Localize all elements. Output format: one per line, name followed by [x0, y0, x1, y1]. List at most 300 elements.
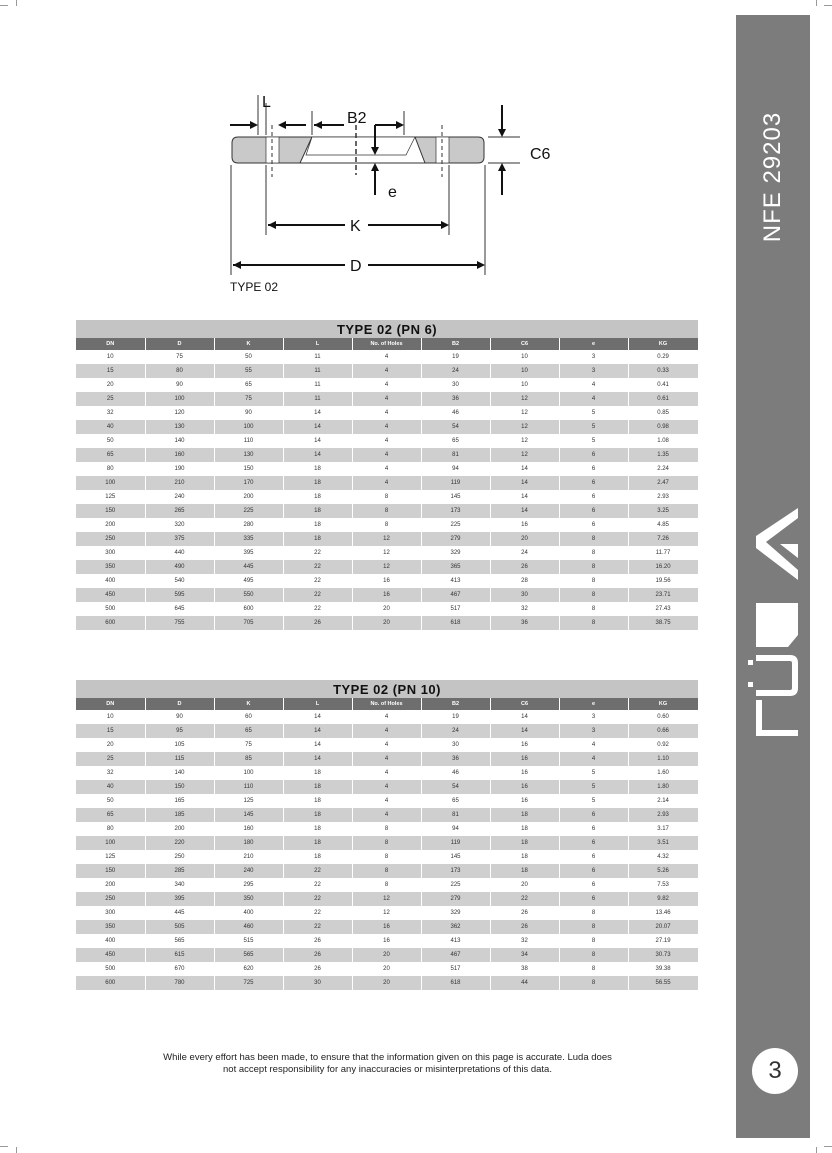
- table-cell: 20: [352, 616, 421, 630]
- table-cell: 12: [490, 420, 559, 434]
- table-cell: 279: [421, 892, 490, 906]
- table-cell: 400: [76, 934, 145, 948]
- table-row: [76, 780, 698, 794]
- table-cell: 5: [559, 406, 628, 420]
- table-cell: 8: [559, 588, 628, 602]
- table-cell: 15: [76, 364, 145, 378]
- table-cell: 100: [145, 392, 214, 406]
- table-cell: 22: [283, 892, 352, 906]
- table-cell: 22: [283, 560, 352, 574]
- crop-mark: [824, 1146, 832, 1147]
- table-cell: 173: [421, 504, 490, 518]
- table-cell: 365: [421, 560, 490, 574]
- table-row: [76, 532, 698, 546]
- table-cell: 450: [76, 588, 145, 602]
- table-cell: 12: [352, 532, 421, 546]
- table-cell: 145: [421, 490, 490, 504]
- table-cell: 15: [76, 724, 145, 738]
- table-cell: 9.82: [628, 892, 698, 906]
- table-cell: 50: [76, 794, 145, 808]
- table-cell: 618: [421, 616, 490, 630]
- table-cell: 450: [76, 948, 145, 962]
- table-cell: 4: [352, 420, 421, 434]
- svg-text:TYPE 02: TYPE 02: [230, 280, 279, 294]
- table-cell: 565: [214, 948, 283, 962]
- table-cell: 22: [283, 920, 352, 934]
- table-row: [76, 602, 698, 616]
- table-cell: 6: [559, 518, 628, 532]
- table-cell: 445: [145, 906, 214, 920]
- table-cell: 3: [559, 350, 628, 364]
- table-cell: 645: [145, 602, 214, 616]
- table-cell: 500: [76, 962, 145, 976]
- table-cell: 4: [559, 738, 628, 752]
- table-cell: 100: [214, 420, 283, 434]
- table-cell: 14: [490, 504, 559, 518]
- table-cell: 32: [490, 934, 559, 948]
- table-cell: 10: [490, 378, 559, 392]
- table-cell: 110: [214, 780, 283, 794]
- table-cell: 200: [76, 518, 145, 532]
- table-row: [76, 476, 698, 490]
- table-cell: 20: [352, 962, 421, 976]
- table-cell: 8: [352, 822, 421, 836]
- table-cell: 16: [352, 574, 421, 588]
- column-header: DN: [76, 338, 145, 350]
- table-cell: 12: [352, 560, 421, 574]
- table-cell: 362: [421, 920, 490, 934]
- table-row: [76, 878, 698, 892]
- table-cell: 75: [214, 738, 283, 752]
- table-cell: 0.60: [628, 710, 698, 724]
- table-cell: 24: [490, 546, 559, 560]
- table-row: [76, 490, 698, 504]
- column-header: D: [145, 338, 214, 350]
- svg-text:B2: B2: [347, 110, 367, 127]
- table-cell: 8: [559, 532, 628, 546]
- table-cell: 65: [214, 378, 283, 392]
- table-cell: 18: [490, 822, 559, 836]
- table-cell: 4: [352, 462, 421, 476]
- table-cell: 280: [214, 518, 283, 532]
- table-cell: 705: [214, 616, 283, 630]
- column-header: L: [283, 338, 352, 350]
- table-cell: 26: [283, 948, 352, 962]
- table-cell: 8: [352, 518, 421, 532]
- table-cell: 6: [559, 836, 628, 850]
- table-cell: 6: [559, 878, 628, 892]
- table-cell: 18: [283, 780, 352, 794]
- table-row: [76, 976, 698, 990]
- table-cell: 8: [559, 962, 628, 976]
- column-header: B2: [421, 698, 490, 710]
- table-cell: 500: [76, 602, 145, 616]
- table-cell: 160: [214, 822, 283, 836]
- table-cell: 12: [352, 906, 421, 920]
- table-row: [76, 710, 698, 724]
- table-cell: 150: [76, 864, 145, 878]
- table-cell: 4: [352, 794, 421, 808]
- table-cell: 75: [214, 392, 283, 406]
- table-cell: 4: [352, 710, 421, 724]
- table-row: [76, 794, 698, 808]
- table-cell: 130: [145, 420, 214, 434]
- table-cell: 20: [76, 738, 145, 752]
- table-cell: 16: [490, 794, 559, 808]
- table-cell: 5: [559, 780, 628, 794]
- table-cell: 400: [76, 574, 145, 588]
- table-row: [76, 350, 698, 364]
- table-cell: 150: [76, 504, 145, 518]
- table-cell: 19: [421, 350, 490, 364]
- table-row: [76, 850, 698, 864]
- table-cell: 6: [559, 462, 628, 476]
- table-cell: 119: [421, 836, 490, 850]
- table-row: [76, 920, 698, 934]
- luda-logo: [748, 500, 800, 775]
- table-row: [76, 934, 698, 948]
- column-header: C6: [490, 338, 559, 350]
- table-cell: 400: [214, 906, 283, 920]
- table-cell: 413: [421, 574, 490, 588]
- table-cell: 0.41: [628, 378, 698, 392]
- table-cell: 24: [421, 724, 490, 738]
- table-cell: 185: [145, 808, 214, 822]
- table-cell: 14: [283, 420, 352, 434]
- table-cell: 620: [214, 962, 283, 976]
- table-cell: 140: [145, 766, 214, 780]
- table-cell: 60: [214, 710, 283, 724]
- table-cell: 240: [214, 864, 283, 878]
- table-cell: 1.10: [628, 752, 698, 766]
- table-row: [76, 392, 698, 406]
- table-cell: 44: [490, 976, 559, 990]
- table-cell: 14: [490, 710, 559, 724]
- table-title: TYPE 02 (PN 6): [76, 320, 698, 338]
- table-cell: 515: [214, 934, 283, 948]
- table-cell: 145: [214, 808, 283, 822]
- table-cell: 440: [145, 546, 214, 560]
- table-cell: 22: [283, 602, 352, 616]
- table-cell: 335: [214, 532, 283, 546]
- table-cell: 350: [76, 560, 145, 574]
- table-cell: 125: [76, 850, 145, 864]
- table-cell: 2.93: [628, 808, 698, 822]
- table-cell: 3: [559, 710, 628, 724]
- crop-mark: [0, 5, 8, 6]
- table-row: [76, 434, 698, 448]
- table-cell: 20: [490, 532, 559, 546]
- table-cell: 18: [490, 850, 559, 864]
- table-cell: 8: [559, 906, 628, 920]
- table-cell: 32: [76, 766, 145, 780]
- table-cell: 8: [559, 602, 628, 616]
- table-cell: 4: [559, 392, 628, 406]
- table-cell: 18: [490, 808, 559, 822]
- table-cell: 150: [145, 780, 214, 794]
- table-cell: 6: [559, 490, 628, 504]
- table-row: [76, 752, 698, 766]
- table-row: [76, 420, 698, 434]
- table-cell: 517: [421, 962, 490, 976]
- table-cell: 18: [283, 476, 352, 490]
- table-cell: 16: [490, 780, 559, 794]
- table-cell: 14: [490, 490, 559, 504]
- table-cell: 8: [559, 934, 628, 948]
- table-cell: 18: [490, 836, 559, 850]
- table-cell: 329: [421, 906, 490, 920]
- table-title: TYPE 02 (PN 10): [76, 680, 698, 698]
- table-cell: 14: [490, 476, 559, 490]
- table-cell: 3: [559, 364, 628, 378]
- table-cell: 18: [283, 766, 352, 780]
- table-cell: 265: [145, 504, 214, 518]
- table-cell: 3: [559, 724, 628, 738]
- table-cell: 94: [421, 822, 490, 836]
- table-cell: 490: [145, 560, 214, 574]
- table-cell: 24: [421, 364, 490, 378]
- table-cell: 90: [145, 710, 214, 724]
- table-row: [76, 560, 698, 574]
- table-cell: 16: [490, 738, 559, 752]
- table-cell: 160: [145, 448, 214, 462]
- column-header: K: [214, 698, 283, 710]
- table-cell: 250: [145, 850, 214, 864]
- table-cell: 18: [283, 794, 352, 808]
- table-cell: 18: [283, 822, 352, 836]
- crop-mark: [16, 1147, 17, 1153]
- svg-text:L: L: [262, 94, 271, 111]
- column-header: KG: [628, 338, 698, 350]
- crop-mark: [0, 1146, 8, 1147]
- table-cell: 20: [352, 948, 421, 962]
- table-cell: 0.33: [628, 364, 698, 378]
- table-cell: 10: [76, 710, 145, 724]
- table-cell: 4: [352, 434, 421, 448]
- table-cell: 0.98: [628, 420, 698, 434]
- table-cell: 12: [352, 892, 421, 906]
- table-row: [76, 892, 698, 906]
- table-cell: 25: [76, 392, 145, 406]
- table-cell: 36: [490, 616, 559, 630]
- table-cell: 56.55: [628, 976, 698, 990]
- table-row: [76, 462, 698, 476]
- column-header: No. of Holes: [352, 338, 421, 350]
- table-cell: 2.47: [628, 476, 698, 490]
- table-cell: 16: [352, 920, 421, 934]
- table-cell: 4: [352, 752, 421, 766]
- table-cell: 200: [76, 878, 145, 892]
- table-cell: 14: [283, 434, 352, 448]
- table-cell: 54: [421, 420, 490, 434]
- table-cell: 340: [145, 878, 214, 892]
- table-cell: 320: [145, 518, 214, 532]
- table-cell: 30: [421, 378, 490, 392]
- table-cell: 329: [421, 546, 490, 560]
- table-cell: 170: [214, 476, 283, 490]
- table-cell: 1.35: [628, 448, 698, 462]
- table-cell: 65: [421, 794, 490, 808]
- table-cell: 413: [421, 934, 490, 948]
- table-cell: 0.61: [628, 392, 698, 406]
- table-row: [76, 724, 698, 738]
- table-cell: 8: [352, 864, 421, 878]
- table-cell: 20: [352, 976, 421, 990]
- table-cell: 8: [559, 560, 628, 574]
- table-row: [76, 822, 698, 836]
- table-cell: 4: [352, 780, 421, 794]
- table-cell: 550: [214, 588, 283, 602]
- table-cell: 600: [76, 976, 145, 990]
- table-cell: 65: [76, 808, 145, 822]
- table-cell: 10: [76, 350, 145, 364]
- table-cell: 615: [145, 948, 214, 962]
- table-cell: 0.85: [628, 406, 698, 420]
- table-cell: 1.60: [628, 766, 698, 780]
- table-cell: 350: [76, 920, 145, 934]
- table-cell: 4: [352, 350, 421, 364]
- table-cell: 30: [490, 588, 559, 602]
- table-cell: 27.19: [628, 934, 698, 948]
- column-header: DN: [76, 698, 145, 710]
- table-cell: 210: [214, 850, 283, 864]
- table-cell: 12: [490, 434, 559, 448]
- table-cell: 46: [421, 766, 490, 780]
- table-cell: 618: [421, 976, 490, 990]
- table-cell: 18: [283, 836, 352, 850]
- table-cell: 40: [76, 420, 145, 434]
- table-cell: 6: [559, 448, 628, 462]
- column-header: K: [214, 338, 283, 350]
- table-cell: 467: [421, 588, 490, 602]
- table-cell: 140: [145, 434, 214, 448]
- table-cell: 670: [145, 962, 214, 976]
- table-cell: 65: [76, 448, 145, 462]
- table-cell: 505: [145, 920, 214, 934]
- table-cell: 6: [559, 476, 628, 490]
- svg-text:D: D: [350, 258, 362, 275]
- table-cell: 16: [490, 752, 559, 766]
- table-cell: 94: [421, 462, 490, 476]
- table-cell: 250: [76, 532, 145, 546]
- table-cell: 16: [490, 766, 559, 780]
- table-cell: 3.51: [628, 836, 698, 850]
- table-cell: 11: [283, 378, 352, 392]
- table-cell: 4: [352, 448, 421, 462]
- column-header: B2: [421, 338, 490, 350]
- table-cell: 18: [283, 850, 352, 864]
- table-cell: 8: [352, 878, 421, 892]
- crop-mark: [824, 5, 832, 6]
- table-cell: 190: [145, 462, 214, 476]
- table-cell: 5: [559, 794, 628, 808]
- column-header: No. of Holes: [352, 698, 421, 710]
- table-cell: 28: [490, 574, 559, 588]
- table-cell: 4: [352, 392, 421, 406]
- table-cell: 3.17: [628, 822, 698, 836]
- table-cell: 725: [214, 976, 283, 990]
- table-cell: 11: [283, 392, 352, 406]
- table-cell: 11.77: [628, 546, 698, 560]
- disclaimer: [100, 1052, 675, 1076]
- table-cell: 13.46: [628, 906, 698, 920]
- table-cell: 10: [490, 350, 559, 364]
- table-cell: 4: [352, 724, 421, 738]
- table-cell: 4: [352, 766, 421, 780]
- table-cell: 460: [214, 920, 283, 934]
- svg-text:K: K: [350, 218, 361, 235]
- table-row: [76, 504, 698, 518]
- table-cell: 20: [76, 378, 145, 392]
- table-cell: 14: [283, 406, 352, 420]
- table-cell: 16: [490, 518, 559, 532]
- table-cell: 395: [145, 892, 214, 906]
- table-cell: 23.71: [628, 588, 698, 602]
- table-cell: 26: [283, 962, 352, 976]
- svg-text:e: e: [388, 184, 397, 201]
- table-cell: 4: [559, 378, 628, 392]
- table-cell: 145: [421, 850, 490, 864]
- table-cell: 395: [214, 546, 283, 560]
- table-cell: 22: [490, 892, 559, 906]
- table-cell: 119: [421, 476, 490, 490]
- table-cell: 54: [421, 780, 490, 794]
- table-row: [76, 766, 698, 780]
- table-cell: 12: [490, 392, 559, 406]
- table-cell: 14: [283, 752, 352, 766]
- table-cell: 30.73: [628, 948, 698, 962]
- table-cell: 250: [76, 892, 145, 906]
- table-cell: 30: [421, 738, 490, 752]
- table-cell: 11: [283, 350, 352, 364]
- column-header: D: [145, 698, 214, 710]
- table-row: [76, 864, 698, 878]
- table-cell: 18: [283, 532, 352, 546]
- table-cell: 16.20: [628, 560, 698, 574]
- table-cell: 5.26: [628, 864, 698, 878]
- table-cell: 755: [145, 616, 214, 630]
- table-cell: 14: [283, 738, 352, 752]
- table-cell: 285: [145, 864, 214, 878]
- table-cell: 467: [421, 948, 490, 962]
- table-cell: 14: [490, 724, 559, 738]
- table-cell: 150: [214, 462, 283, 476]
- table-cell: 0.92: [628, 738, 698, 752]
- table-cell: 115: [145, 752, 214, 766]
- table-cell: 14: [283, 710, 352, 724]
- table-cell: 495: [214, 574, 283, 588]
- table-cell: 100: [214, 766, 283, 780]
- table-cell: 18: [283, 808, 352, 822]
- table-cell: 95: [145, 724, 214, 738]
- table-cell: 8: [559, 948, 628, 962]
- table-cell: 8: [559, 920, 628, 934]
- table-cell: 130: [214, 448, 283, 462]
- table-row: [76, 588, 698, 602]
- table-cell: 18: [283, 504, 352, 518]
- table-cell: 350: [214, 892, 283, 906]
- table-cell: 18: [283, 518, 352, 532]
- table-row: [76, 518, 698, 532]
- column-header: e: [559, 698, 628, 710]
- table-cell: 39.38: [628, 962, 698, 976]
- table-cell: 5: [559, 766, 628, 780]
- table-cell: 4.85: [628, 518, 698, 532]
- table-cell: 7.26: [628, 532, 698, 546]
- table-cell: 4: [352, 364, 421, 378]
- table-cell: 600: [214, 602, 283, 616]
- column-header: e: [559, 338, 628, 350]
